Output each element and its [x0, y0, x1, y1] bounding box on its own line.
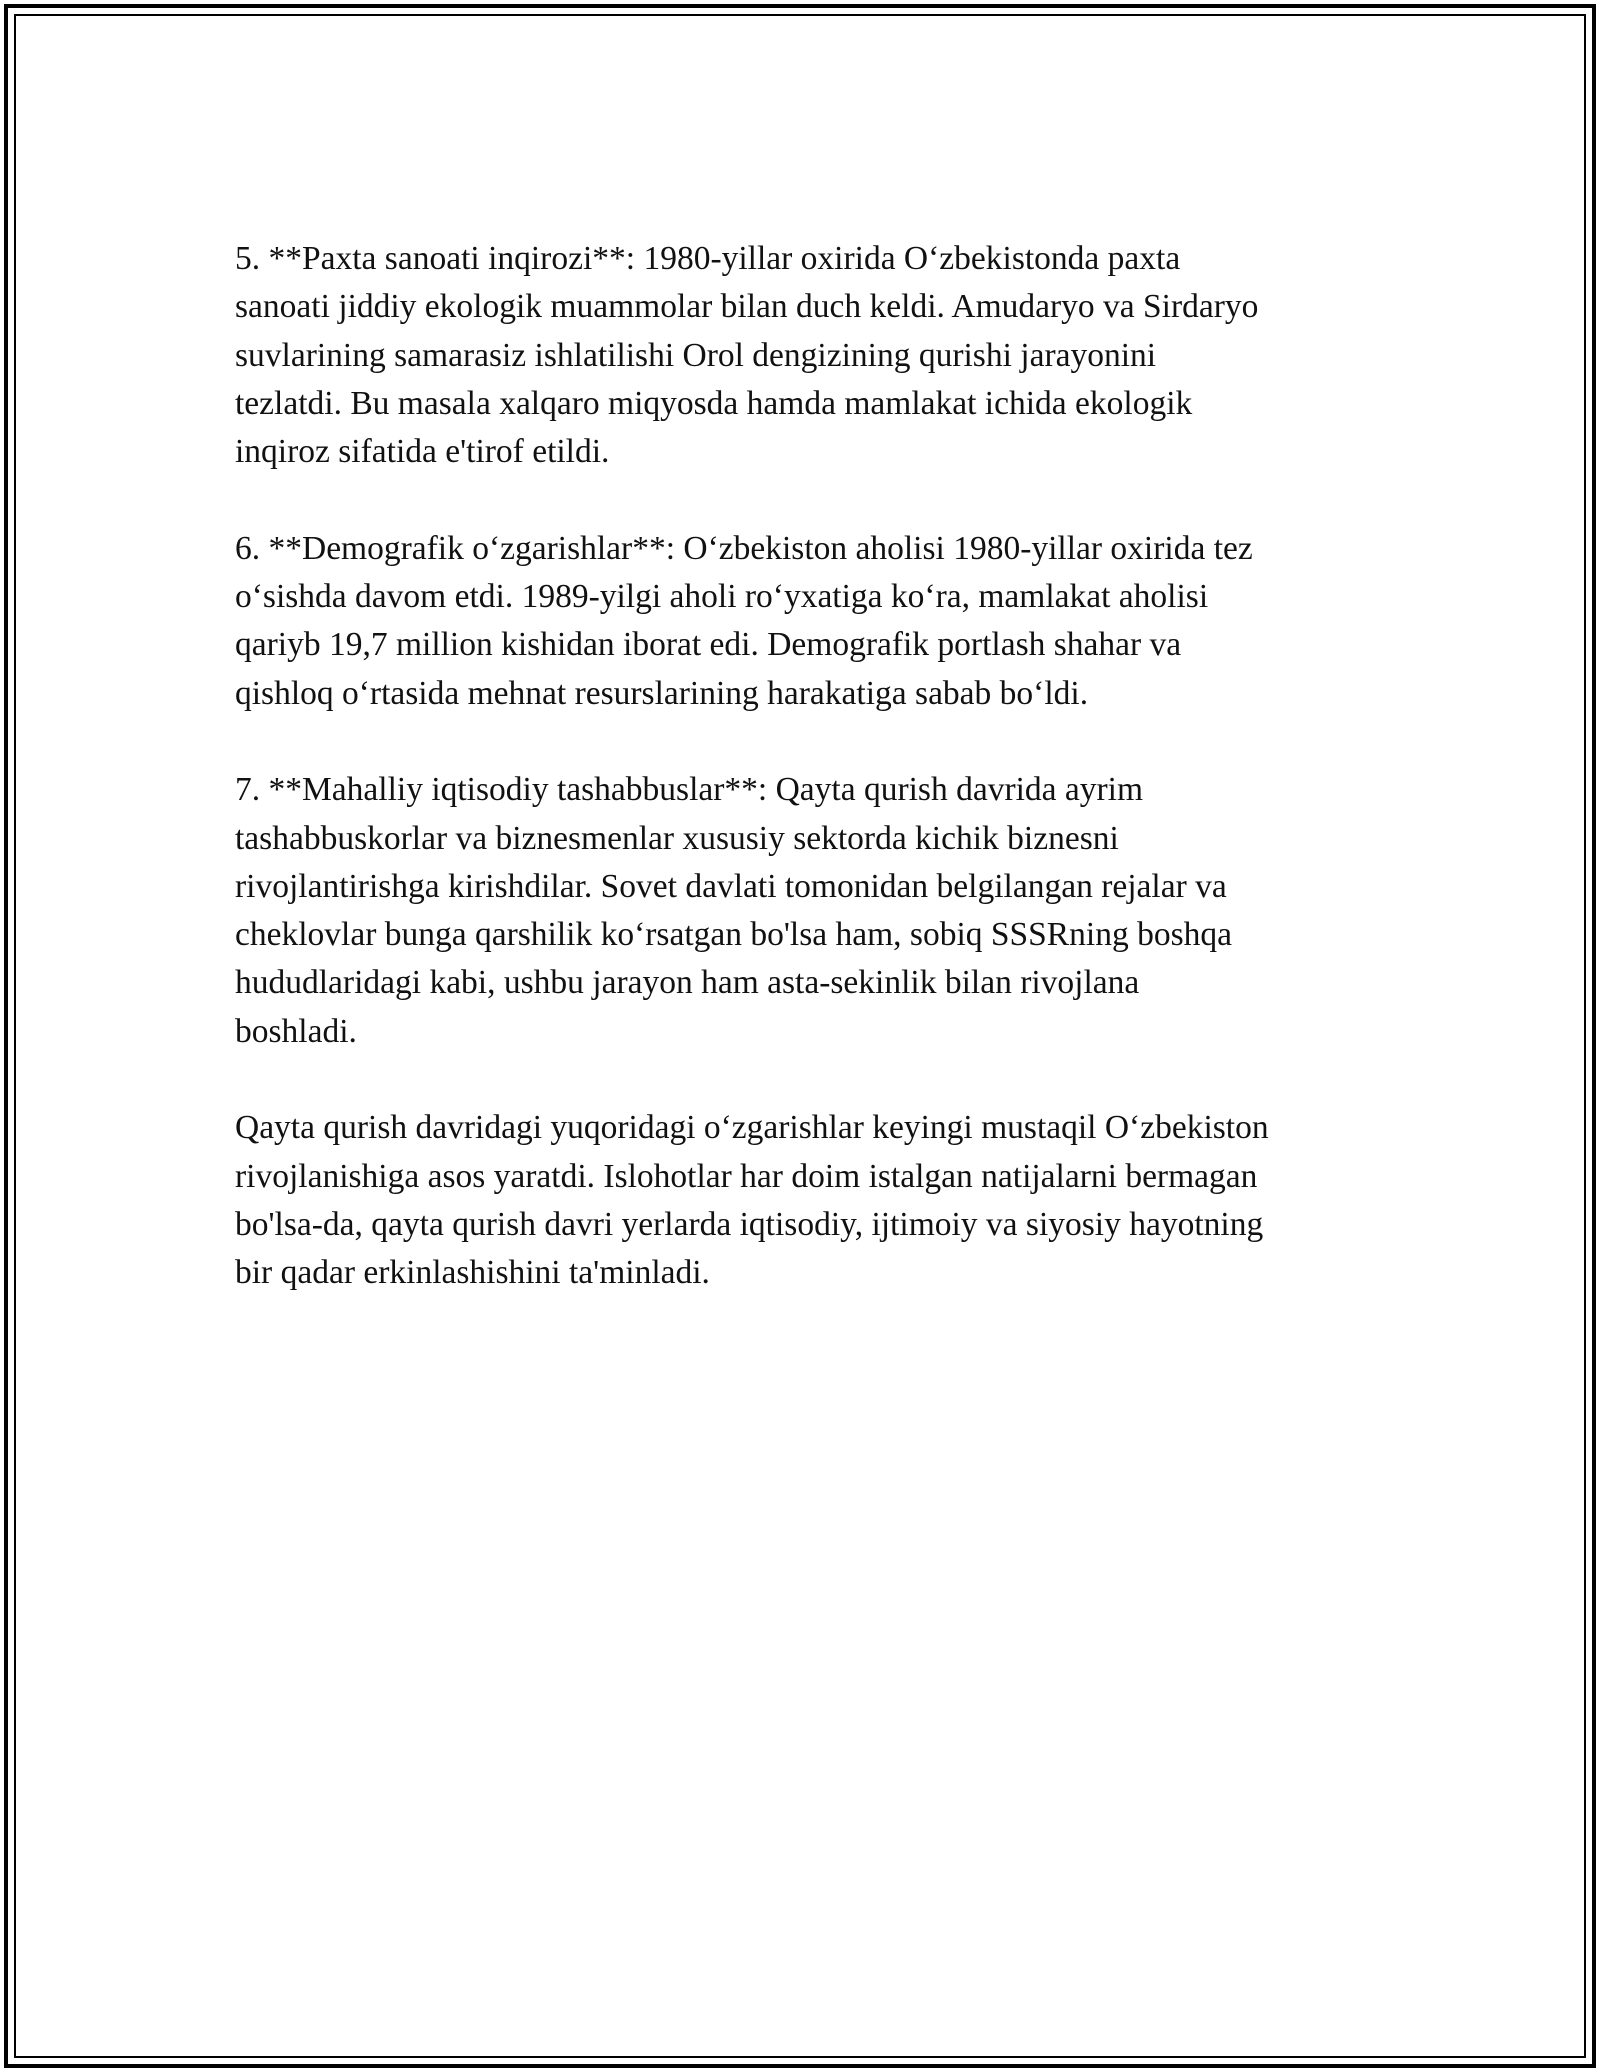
- text-line: suvlarining samarasiz ishlatilishi Orol dengizining qurishi jarayonini: [235, 336, 1157, 374]
- text-line: qariyb 19,7 million kishidan iborat edi. Demografik portlash shahar va: [235, 626, 1182, 664]
- text-line: tashabbuskorlar va biznesmenlar xususiy sektorda kichik biznesni: [235, 819, 1119, 857]
- text-line: cheklovlar bunga qarshilik ko‘rsatgan bo'lsa ham, sobiq SSSRning boshqa: [235, 916, 1232, 954]
- paragraph-conclusion: [235, 1104, 1375, 1297]
- paragraph-demographic-changes: [235, 525, 1375, 718]
- text-line: rivojlantirishga kirishdilar. Sovet davlati tomonidan belgilangan rejalar va: [235, 867, 1227, 905]
- text-line: bir qadar erkinlashishini ta'minladi.: [235, 1254, 710, 1292]
- text-line: hududlaridagi kabi, ushbu jarayon ham asta-sekinlik bilan rivojlana: [235, 964, 1140, 1002]
- paragraph-local-economic-initiatives: [235, 766, 1375, 1056]
- text-line: 5. **Paxta sanoati inqirozi**: 1980-yillar oxirida O‘zbekistonda paxta: [235, 240, 1181, 277]
- text-line: o‘sishda davom etdi. 1989-yilgi aholi ro‘yxatiga ko‘ra, mamlakat aholisi: [235, 578, 1209, 616]
- document-body: [235, 235, 1375, 1346]
- text-line: rivojlanishiga asos yaratdi. Islohotlar har doim istalgan natijalarni bermagan: [235, 1157, 1258, 1195]
- text-line: qishloq o‘rtasida mehnat resurslarining harakatiga sabab bo‘ldi.: [235, 674, 1089, 712]
- text-line: tezlatdi. Bu masala xalqaro miqyosda hamda mamlakat ichida ekologik: [235, 384, 1193, 422]
- text-line: Qayta qurish davridagi yuqoridagi o‘zgarishlar keyingi mustaqil O‘zbekiston: [235, 1109, 1269, 1147]
- text-line: 6. **Demografik o‘zgarishlar**: O‘zbekiston aholisi 1980-yillar oxirida tez: [235, 529, 1253, 567]
- paragraph-cotton-crisis: [235, 235, 1375, 476]
- text-line: inqiroz sifatida e'tirof etildi.: [235, 433, 610, 471]
- text-line: bo'lsa-da, qayta qurish davri yerlarda iqtisodiy, ijtimoiy va siyosiy hayotning: [235, 1205, 1264, 1243]
- text-line: 7. **Mahalliy iqtisodiy tashabbuslar**: Qayta qurish davrida ayrim: [235, 771, 1144, 809]
- text-line: sanoati jiddiy ekologik muammolar bilan duch keldi. Amudaryo va Sirdaryo: [235, 288, 1259, 326]
- text-line: boshladi.: [235, 1012, 357, 1050]
